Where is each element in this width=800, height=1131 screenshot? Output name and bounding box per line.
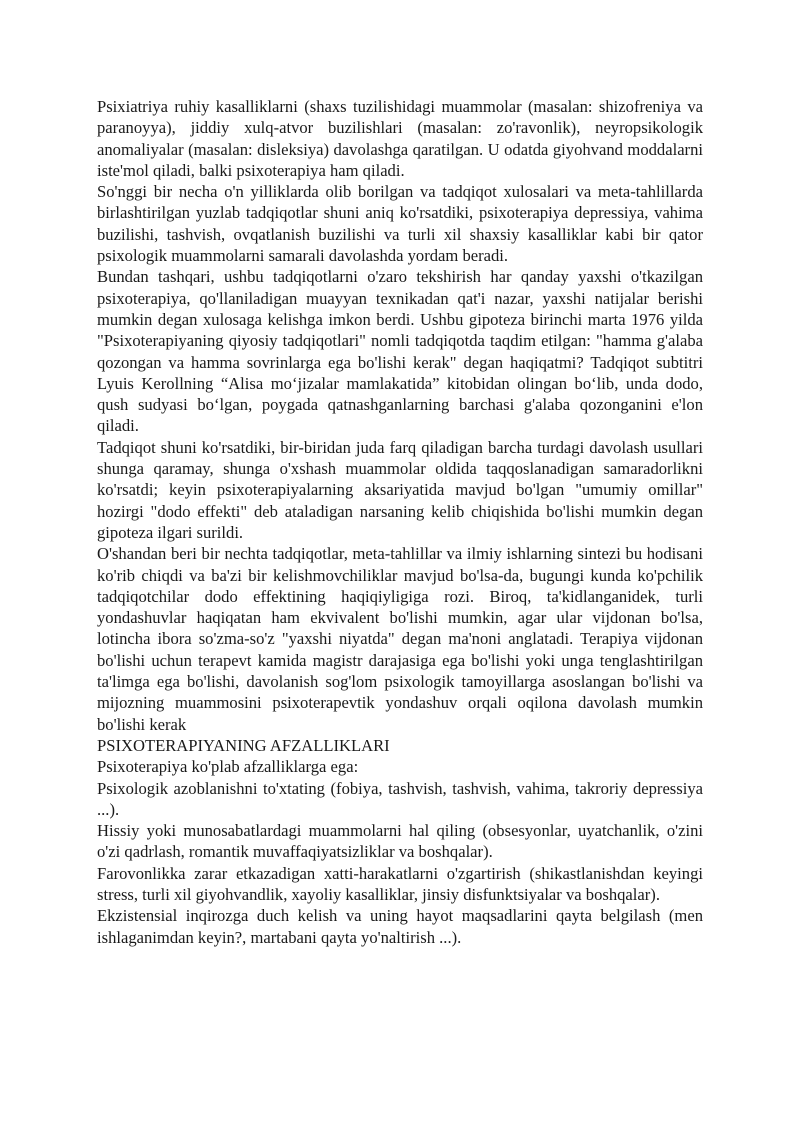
benefit-item: Psixologik azoblanishni to'xtating (fobiya, tashvish, tashvish, vahima, takroriy depressiya ...). [97, 778, 703, 819]
benefit-item: Ekzistensial inqirozga duch kelish va uning hayot maqsadlarini qayta belgilash (men ishlaganimdan keyin?, martabani qayta yo'naltirish ...). [97, 906, 703, 947]
benefit-item: Farovonlikka zarar etkazadigan xatti-harakatlarni o'zgartirish (shikastlanishdan keyingi stress, turli xil giyohvandlik, xayoliy kasalliklar, jinsiy disfunktsiyalar va boshqalar). [97, 863, 703, 904]
paragraph-bona-fide: O'shandan beri bir nechta tadqiqotlar, meta-tahlillar va ilmiy ishlarning sintezi bu hodisani ko'rib chiqdi va ba'zi bir kelishmovchiliklar mavjud bo'lsa-da, bugungi kunda ko'pchilik tadqiqotchilar dodo effektining haqiqiyligiga rozi. Biroq, ta'kidlanganidek, turli yondashuvlar haqiqatan ham ekvivalent bo'lishi mumkin, agar ular vijdonan bo'lsa, lotincha ibora so'zma-so'z "yaxshi niyatda" degan ma'noni anglatadi. Terapiya vijdonan bo'lishi uchun terapevt kamida magistr darajasiga ega bo'lishi yoki unga tenglashtirilgan ta'limga ega bo'lishi, davolanish sog'lom psixologik tamoyillarga asoslangan bo'lishi va mijozning muammosini psixoterapevtik yondashuv orqali oqilona davolash mumkin bo'lishi kerak [97, 544, 703, 734]
benefits-intro: Psixoterapiya ko'plab afzalliklarga ega: [97, 757, 359, 777]
paragraph-dodo-hypothesis: Bundan tashqari, ushbu tadqiqotlarni o'zaro tekshirish har qanday yaxshi o'tkazilgan psixoterapiya, qo'llaniladigan muayyan texnikadan qat'i nazar, yaxshi natijalar berishi mumkin degan xulosaga kelishga imkon berdi. Ushbu gipoteza birinchi marta 1976 yilda "Psixoterapiyaning qiyosiy tadqiqotlari" nomli tadqiqotda taqdim etilgan: "hamma g'alaba qozongan va hamma sovrinlarga ega bo'lishi kerak" degan haqiqatmi? Tadqiqot subtitri Lyuis Kerollning “Alisa mo‘jizalar mamlakatida” kitobidan olingan bo‘lib, unda dodo, qush sudyasi bo‘lgan, poygada qatnashganlarning barchasi g'alaba qozonganini e'lon qiladi. [97, 267, 703, 436]
paragraph-psychiatry: Psixiatriya ruhiy kasalliklarni (shaxs tuzilishidagi muammolar (masalan: shizofreniya va paranoyya), jiddiy xulq-atvor buzilishlari (masalan: zo'ravonlik), neyropsikologik anomaliyalar (masalan: disleksiya) davolashga qaratilgan. U odatda giyohvand moddalarni iste'mol qiladi, balki psixoterapiya ham qiladi. [97, 97, 703, 180]
document-page [97, 96, 703, 948]
benefit-item: Hissiy yoki munosabatlardagi muammolarni hal qiling (obsesyonlar, uyatchanlik, o'zini o'zi qadrlash, romantik muvaffaqiyatsizliklar va boshqalar). [97, 821, 703, 862]
paragraph-research: So'nggi bir necha o'n yilliklarda olib borilgan va tadqiqot xulosalari va meta-tahlillarda birlashtirilgan yuzlab tadqiqotlar shuni aniq ko'rsatdiki, psixoterapiya depressiya, vahima buzilishi, tashvish, ovqatlanish buzilishi va turli xil shaxsiy kasalliklar kabi bir qator psixologik muammolarni samarali davolashda yordam beradi. [97, 182, 703, 266]
paragraph-common-factors: Tadqiqot shuni ko'rsatdiki, bir-biridan juda farq qiladigan barcha turdagi davolash usullari shunga qaramay, shunga o'xshash muammolar oldida taqqoslanadigan samaradorlikni ko'rsatdi; keyin psixoterapiyalarning aksariyatida mavjud bo'lgan "umumiy omillar" hozirgi "dodo effekti" deb ataladigan narsaning kelib chiqishida bo'lishi mumkin degan gipoteza ilgari surildi. [97, 437, 703, 542]
section-heading: PSIXOTERAPIYANING AFZALLIKLARI [97, 735, 390, 755]
